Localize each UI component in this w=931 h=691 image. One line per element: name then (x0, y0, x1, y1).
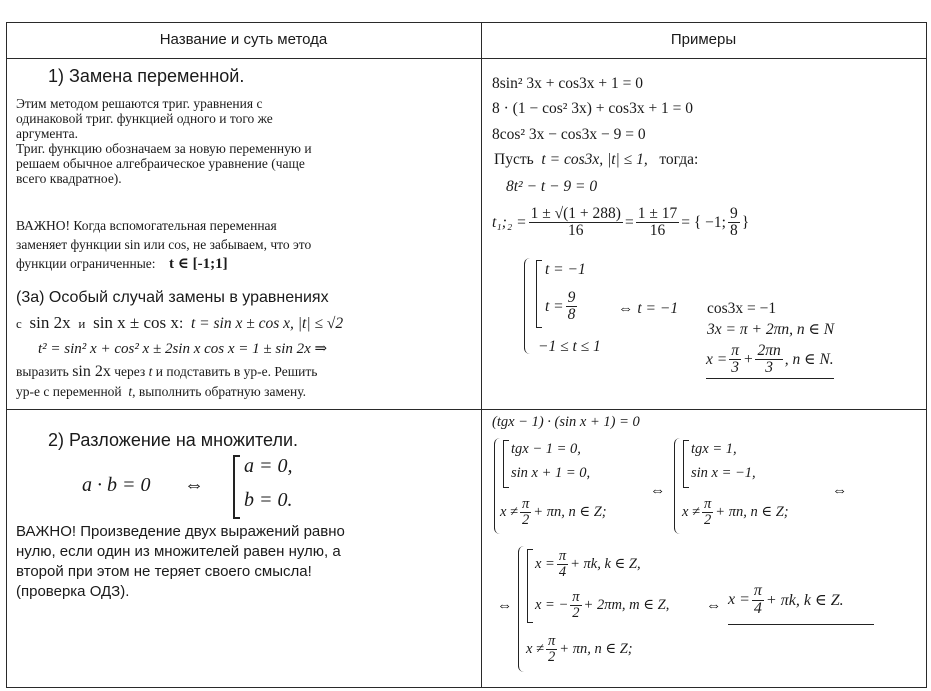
method2-equiv: ⇔ (184, 474, 204, 496)
math-span: , n ∈ N. (784, 351, 834, 369)
ex2-equiv2: ⇔ (832, 482, 848, 499)
math-span: + πn, n ∈ Z; (559, 641, 633, 658)
math-span: + 2πm, m ∈ Z, (583, 597, 670, 614)
denominator: 8 (567, 306, 576, 324)
ex2-a3 (500, 497, 607, 528)
numerator: π (558, 548, 567, 564)
table-left-border (6, 22, 7, 688)
math-span: } (741, 213, 750, 231)
denominator: 2 (704, 512, 712, 529)
text-line: аргумента. (16, 126, 79, 141)
ex1-sys-equiv: ⇔ t = −1 (618, 300, 679, 317)
math-span: t (148, 364, 153, 379)
math-span: x = (706, 350, 728, 368)
cases-bracket (503, 440, 509, 488)
method2-equation: a · b = 0 (82, 474, 151, 496)
fraction (557, 549, 568, 580)
special-case-identity: t² = sin² x + cos² x ± 2sin x cos x = 1 ± sin 2x ⇒ (38, 341, 328, 357)
numerator: 9 (729, 205, 738, 222)
method1-important (16, 216, 311, 274)
text-span: : (178, 315, 184, 332)
fraction (566, 290, 578, 324)
method2-title: 2) Разложение на множители. (48, 430, 299, 450)
text-span: , выполнить обратную замену. (132, 384, 306, 399)
text-line: Триг. функцию обозначаем за новую переменную и (16, 141, 312, 156)
ex2-equation: (tgx − 1) · (sin x + 1) = 0 (492, 414, 640, 430)
method2-important (16, 522, 345, 602)
fraction (729, 343, 741, 377)
denominator: 4 (558, 564, 567, 581)
ex1-sol2: 3x = π + 2πn, n ∈ N (707, 321, 835, 338)
text-span: через (114, 364, 146, 379)
fraction (755, 343, 782, 377)
denominator: 8 (729, 222, 738, 240)
text-line: (проверка ОДЗ). (16, 583, 130, 600)
numerator: 1 ± √(1 + 288) (530, 205, 621, 222)
text-span: выразить (16, 364, 69, 379)
math-span: x ≠ (526, 641, 545, 658)
denominator: 16 (568, 222, 584, 240)
numerator: 1 ± 17 (637, 205, 678, 222)
method2-case1: a = 0, (244, 455, 293, 477)
math-span: x = (728, 591, 750, 609)
text-line: одинаковой триг. функцией одного и того же (16, 111, 273, 126)
ex2-equiv1: ⇔ (650, 482, 666, 499)
ex2-equiv3: ⇔ (497, 597, 513, 614)
system-brace (518, 546, 525, 672)
math-span: = { −1; (681, 213, 726, 231)
header-bottom-border (6, 58, 927, 59)
ex2-c3 (526, 634, 633, 665)
text-span: функции ограниченные: (16, 256, 156, 271)
special-case-desc (16, 362, 317, 402)
ex2-a1: tgx − 1 = 0, (511, 441, 581, 457)
denominator: 2 (572, 605, 580, 622)
row1-bottom-border (6, 409, 927, 410)
math-span: sin 2x (72, 363, 111, 380)
column-divider (481, 22, 482, 688)
math-span: t = sin x ± cos x, |t| ≤ √2 (191, 315, 344, 332)
ex2-answer (728, 583, 874, 625)
text-span: и (78, 316, 86, 331)
text-line (16, 362, 317, 382)
math-span: t (128, 384, 133, 399)
numerator: π (753, 582, 762, 599)
denominator: 3 (731, 359, 739, 377)
math-span: + πk, k ∈ Z. (765, 592, 844, 610)
text-span: ур-е с переменной (16, 384, 122, 399)
math-span: = (624, 213, 634, 231)
ex2-c2 (535, 590, 669, 621)
math-span: x ≠ (682, 504, 701, 521)
numerator: π (548, 633, 556, 649)
ex1-eq1: 8sin² 3x + cos3x + 1 = 0 (492, 75, 643, 92)
numerator: 2πn (757, 342, 781, 359)
denominator: 2 (522, 512, 530, 529)
row2-bottom-border (6, 687, 927, 688)
ex2-b3 (682, 497, 789, 528)
text-line: второй при этом не теряет своего смысла! (16, 563, 312, 580)
text-span: с (16, 316, 22, 331)
ex2-equiv4: ⇔ (706, 597, 722, 614)
denominator: 16 (649, 222, 666, 240)
fraction (570, 590, 581, 621)
system-brace (674, 438, 681, 534)
ex2-b1: tgx = 1, (691, 441, 737, 457)
math-span: x = − (535, 597, 569, 614)
method1-text (16, 96, 312, 186)
math-span: sin x ± cos x (93, 313, 179, 332)
numerator: π (572, 589, 580, 605)
text-line: всего квадратное). (16, 171, 122, 186)
text-line: нулю, если один из множителей равен нулю, а (16, 543, 341, 560)
cases-bracket (527, 549, 533, 623)
math-span: t₁;₂ = (492, 213, 527, 231)
fraction (636, 206, 680, 240)
math-span: x ≠ (500, 504, 519, 521)
fraction (546, 634, 557, 665)
ex1-answer (706, 343, 834, 379)
ex1-sys-row3: −1 ≤ t ≤ 1 (538, 338, 601, 355)
fraction (752, 583, 764, 618)
text-line (16, 382, 317, 402)
table-right-border (926, 22, 927, 688)
text-line: ВАЖНО! Произведение двух выражений равно (16, 523, 345, 540)
method1-title: 1) Замена переменной. (48, 66, 245, 86)
math-span: + (742, 350, 754, 368)
fraction (520, 497, 531, 528)
special-case-title: (3а) Особый случай замены в уравнениях (16, 289, 329, 306)
fraction (702, 497, 713, 528)
ex1-quadratic: 8t² − t − 9 = 0 (506, 178, 598, 195)
special-case-line (16, 313, 343, 333)
math-span: + πn, n ∈ Z; (715, 504, 789, 521)
cases-bracket (683, 440, 689, 488)
header-method: Название и суть метода (159, 31, 328, 48)
text-span: тогда: (659, 151, 699, 168)
math-span: t = (545, 297, 564, 315)
ex1-eq3: 8cos² 3x − cos3x − 9 = 0 (492, 126, 646, 143)
fraction (529, 206, 623, 240)
text-line: Этим методом решаются триг. уравнения с (16, 96, 263, 111)
math-span: + πk, k ∈ Z, (570, 556, 641, 573)
numerator: 9 (567, 289, 576, 306)
numerator: π (704, 496, 712, 512)
header-examples: Примеры (670, 31, 737, 48)
math-span: x = (535, 556, 555, 573)
denominator: 3 (765, 359, 773, 377)
denominator: 2 (548, 649, 556, 666)
math-span: + πn, n ∈ Z; (533, 504, 607, 521)
ex2-b2: sin x = −1, (691, 465, 756, 481)
text-line (16, 254, 311, 274)
math-span: t = cos3x, |t| ≤ 1, (541, 151, 648, 168)
range-expression: t ∈ [-1;1] (169, 256, 228, 272)
text-line: решаем обычное алгебраическое уравнение (чаще (16, 156, 305, 171)
denominator: 4 (753, 599, 762, 617)
cases-bracket (536, 260, 542, 328)
text-span: Пусть (494, 151, 534, 168)
ex1-eq2: 8 · (1 − cos² 3x) + cos3x + 1 = 0 (492, 100, 694, 117)
ex1-substitution (494, 151, 698, 169)
text-line: ВАЖНО! Когда вспомогательная переменная (16, 218, 277, 233)
numerator: π (731, 342, 739, 359)
ex2-a2: sin x + 1 = 0, (511, 465, 591, 481)
text-span: и подставить в ур-е. Решить (155, 364, 318, 379)
cases-bracket (233, 455, 240, 519)
method2-case2: b = 0. (244, 489, 293, 511)
text-line: заменяет функции sin или cos, не забываем, что это (16, 237, 312, 252)
math-span: sin 2x (29, 313, 71, 332)
fraction (728, 206, 740, 240)
ex1-sys-row1: t = −1 (545, 261, 586, 278)
ex1-roots (492, 206, 749, 240)
ex1-sys-row2 (545, 290, 579, 324)
ex2-c1 (535, 549, 641, 580)
system-brace (524, 258, 531, 354)
ex1-sol1: cos3x = −1 (707, 300, 777, 317)
numerator: π (522, 496, 530, 512)
